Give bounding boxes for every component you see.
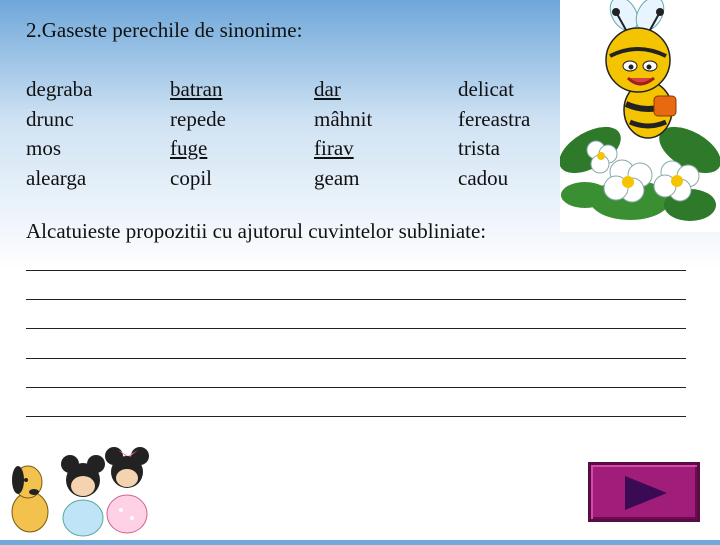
word: repede xyxy=(170,106,226,131)
word: mos xyxy=(26,136,62,160)
word-column-1 xyxy=(26,75,92,193)
word-column-4 xyxy=(458,75,530,193)
word: geam xyxy=(314,165,360,190)
answer-lines xyxy=(26,270,686,445)
underlined-word: fuge xyxy=(170,136,208,160)
exercise-title: 2.Gaseste perechile de sinonime: xyxy=(26,18,303,42)
answer-line[interactable] xyxy=(26,299,686,300)
instruction-text: Alcatuieste propozitii cu ajutorul cuvintelor subliniate: xyxy=(26,219,487,243)
word: delicat xyxy=(458,77,514,101)
word: degraba xyxy=(26,77,93,101)
underlined-word: firav xyxy=(314,136,354,160)
word: cadou xyxy=(458,165,509,190)
play-triangle-icon xyxy=(623,474,669,512)
underlined-word: batran xyxy=(170,77,223,101)
word-column-3 xyxy=(314,75,372,193)
answer-line[interactable] xyxy=(26,387,686,388)
underlined-word: dar xyxy=(314,77,341,101)
answer-line[interactable] xyxy=(26,270,686,271)
mickey-illustration xyxy=(0,422,156,540)
answer-line[interactable] xyxy=(26,358,686,359)
answer-line[interactable] xyxy=(26,416,686,417)
word: copil xyxy=(170,165,212,190)
word: fereastra xyxy=(458,106,531,131)
next-slide-button[interactable] xyxy=(588,462,700,522)
word: trista xyxy=(458,136,500,160)
word: drunc xyxy=(26,106,74,131)
word: alearga xyxy=(26,165,87,190)
answer-line[interactable] xyxy=(26,328,686,329)
bee-illustration xyxy=(560,0,720,232)
word: mâhnit xyxy=(314,106,373,131)
word-column-2 xyxy=(170,75,226,193)
